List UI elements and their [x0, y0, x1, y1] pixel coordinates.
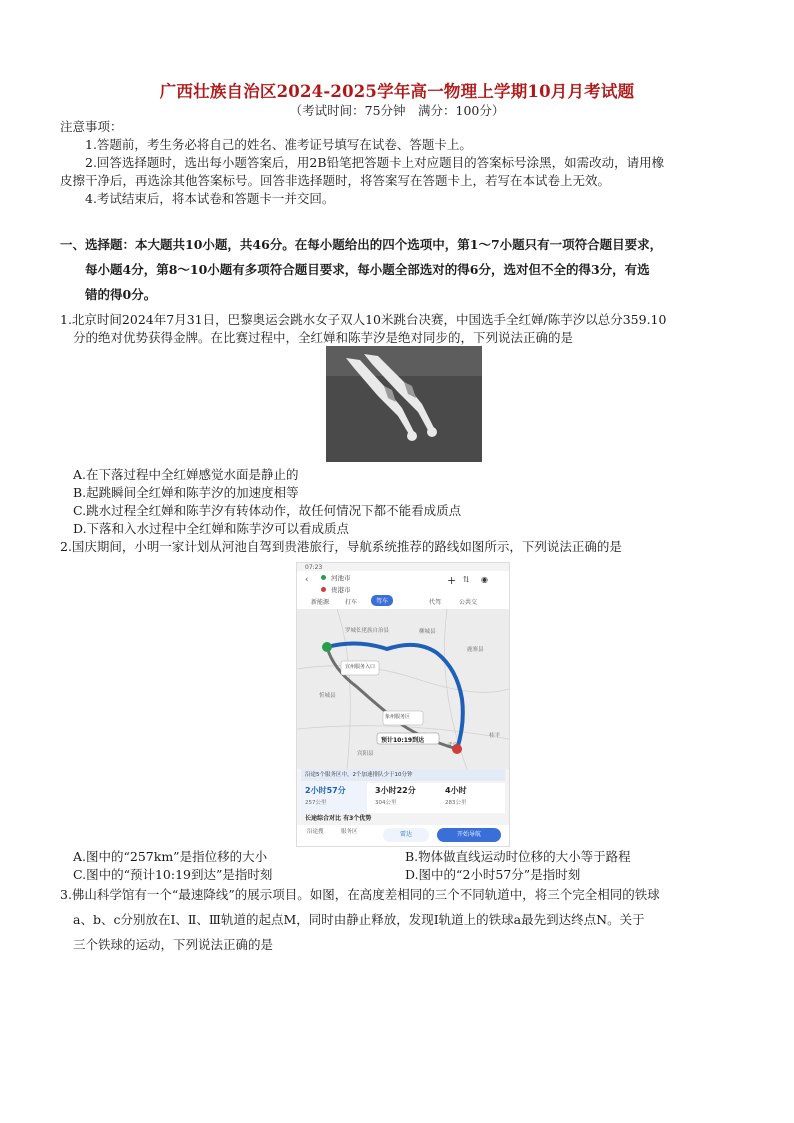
tab-taxi[interactable]: 打车 — [345, 599, 358, 606]
route-option-1[interactable] — [301, 783, 367, 813]
tab-new-energy[interactable]: 新能源 — [311, 599, 330, 606]
navigation-screenshot — [296, 562, 510, 847]
route-time: 2小时57分 — [305, 786, 346, 795]
question-2-option-a: A.图中的“257km”是指位移的大小 — [73, 849, 268, 864]
question-2-stem: 2.国庆期间，小明一家计划从河池自驾到贵港旅行，导航系统推荐的路线如图所示，下列说法正确的是 — [60, 539, 622, 554]
route-distance: 304公里 — [375, 800, 397, 806]
diving-photo — [326, 346, 482, 462]
question-1-option-b: B.起跳瞬间全红婵和陈芋汐的加速度相等 — [73, 485, 299, 500]
radar-button[interactable]: 雷达 — [383, 828, 429, 842]
notice-heading: 注意事项： — [60, 119, 123, 134]
map-label: 鹿寨县 — [467, 647, 484, 653]
start-marker-icon — [322, 642, 332, 652]
route-time: 3小时22分 — [375, 786, 416, 795]
notice-item: 1.答题前，考生务必将自己的姓名、准考证号填写在试卷、答题卡上。 — [85, 137, 472, 152]
map-label: 宜州服务入口 — [345, 664, 376, 670]
add-waypoint-icon[interactable]: + — [447, 574, 457, 587]
question-1-option-c: C.跳水过程全红婵和陈芋汐有转体动作，故任何情况下都不能看成质点 — [73, 503, 462, 518]
map-label: 罗城仫佬族自治县 — [345, 628, 390, 634]
notice-item: 2.回答选择题时，选出每小题答案后，用2B铅笔把答题卡上对应题目的答案标号涂黑，如需改动，请用橡 — [85, 155, 665, 170]
comparison-row[interactable]: 长途综合对比 有3个优势 — [305, 815, 372, 822]
route-distance: 283公里 — [445, 800, 467, 806]
section-heading-line: 每小题4分，第8～10小题有多项符合题目要求，每小题全部选对的得6分，选对但不全的得3分，有选 — [85, 262, 650, 277]
map-label: 武宣 — [447, 743, 459, 749]
origin-dot-icon — [321, 575, 326, 580]
status-time: 07:23 — [305, 564, 323, 571]
question-3-stem: 3.佛山科学馆有一个“最速降线”的展示项目。如图，在高度差相同的三个不同轨道中，将三个完全相同的铁球 — [60, 887, 660, 902]
notice-item: 4.考试结束后，将本试卷和答题卡一并交回。 — [85, 191, 335, 206]
voice-icon[interactable]: ◉ — [481, 575, 488, 584]
question-1-stem: 1.北京时间2024年7月31日，巴黎奥运会跳水女子双人10米跳台决赛，中国选手全红婵/陈芋汐以总分359.10 — [60, 312, 667, 327]
notice-item: 皮擦干净后，再选涂其他答案标号。回答非选择题时，将答案写在答题卡上，若写在本试卷上无效。 — [60, 173, 611, 188]
map-label: 象州服务区 — [385, 714, 411, 720]
section-heading-line: 错的得0分。 — [85, 287, 157, 302]
transport-tabs — [297, 595, 509, 609]
page-title: 广西壮族自治区2024-2025学年高一物理上学期10月月考试题 — [159, 82, 635, 101]
destination-field[interactable]: 贵港市 — [331, 586, 351, 594]
question-1-option-a: A.在下落过程中全红婵感觉水面是静止的 — [73, 467, 299, 482]
service-area-button[interactable]: 服务区 — [341, 829, 358, 835]
map-label: 柳城县 — [419, 629, 436, 635]
route-option-3[interactable] — [441, 783, 503, 813]
swap-icon[interactable]: ⇅ — [463, 575, 470, 584]
question-3-stem: a、b、c分别放在Ⅰ、Ⅱ、Ⅲ轨道的起点M，同时由静止释放，发现Ⅰ轨道上的铁球a最先到达终点N。关于 — [73, 912, 645, 927]
tab-public-transit[interactable]: 公共交 — [459, 599, 478, 606]
question-1-option-d: D.下落和入水过程中全红婵和陈芋汐可以看成质点 — [73, 521, 350, 536]
map-label: 忻城县 — [319, 693, 336, 699]
origin-field[interactable]: 河池市 — [331, 574, 351, 582]
arrival-time-label: 预计10:19到达 — [381, 737, 425, 744]
map-label: 桂平 — [489, 733, 501, 739]
bottom-bar — [297, 825, 509, 846]
route-distance: 257公里 — [305, 800, 327, 806]
destination-dot-icon — [321, 587, 326, 592]
question-3-stem: 三个铁球的运动，下列说法正确的是 — [73, 937, 274, 952]
question-2-option-b: B.物体做直线运动时位移的大小等于路程 — [405, 849, 631, 864]
question-2-option-d: D.图中的“2小时57分”是指时刻 — [405, 867, 581, 882]
service-area-banner: 沿途5个服务区中，2个加速排队少于10分钟 — [301, 769, 505, 781]
question-2-option-c: C.图中的“预计10:19到达”是指时刻 — [73, 867, 273, 882]
route-options — [301, 783, 505, 813]
tab-drive[interactable]: 驾车 — [371, 595, 393, 606]
exam-info: （考试时间：75分钟 满分：100分） — [289, 103, 505, 118]
route-option-2[interactable] — [371, 783, 437, 813]
route-time: 4小时 — [445, 786, 467, 795]
divers-figure — [326, 346, 482, 462]
search-along-button[interactable]: 沿途搜 — [307, 829, 324, 835]
back-icon[interactable]: ‹ — [305, 575, 309, 585]
map-label: 宾阳县 — [357, 751, 374, 757]
section-heading: 一、选择题：本大题共10小题，共46分。在每小题给出的四个选项中，第1～7小题只有一项符合题目要求， — [60, 237, 663, 252]
question-1-stem: 分的绝对优势获得金牌。在比赛过程中，全红婵和陈芋汐是绝对同步的，下列说法正确的是 — [73, 330, 574, 345]
tab-designated-driver[interactable]: 代驾 — [429, 599, 442, 606]
start-navigation-button[interactable]: 开始导航 — [437, 828, 501, 842]
